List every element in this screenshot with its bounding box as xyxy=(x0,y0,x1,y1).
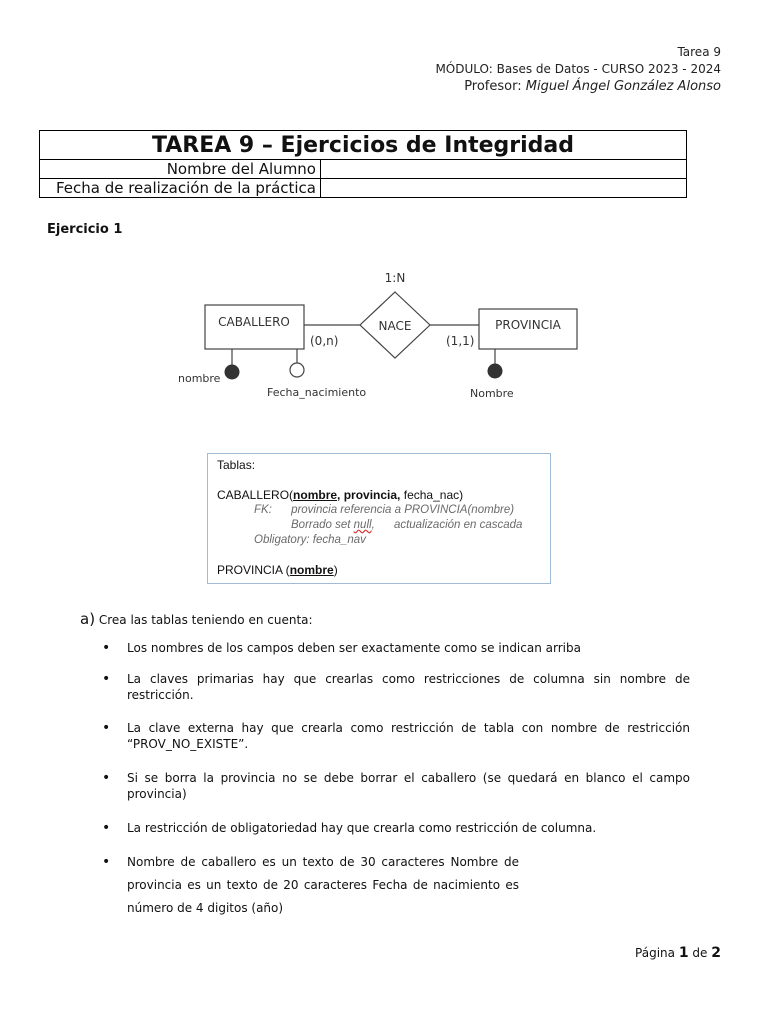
document-title: TAREA 9 – Ejercicios de Integridad xyxy=(40,131,687,160)
title-table xyxy=(39,130,687,198)
list-item xyxy=(100,720,690,752)
entity-caballero-label: CABALLERO xyxy=(218,315,290,329)
list-item xyxy=(100,770,690,802)
card-left: (0,n) xyxy=(310,334,339,348)
header-professor xyxy=(435,78,721,95)
bullet-icon: • xyxy=(102,671,111,687)
bullet-icon: • xyxy=(102,720,111,736)
delete-null: null xyxy=(353,519,372,531)
card-right: (1,1) xyxy=(446,334,475,348)
tables-box xyxy=(207,453,551,584)
header-module: MÓDULO: Bases de Datos - CURSO 2023 - 2024 xyxy=(435,62,721,76)
student-name-label: Nombre del Alumno xyxy=(40,160,321,179)
list-item xyxy=(100,671,690,703)
fk-text: provincia referencia a PROVINCIA(nombre) xyxy=(291,504,515,516)
caballero-rest: fecha_nac) xyxy=(400,488,464,502)
student-name-field[interactable] xyxy=(321,160,687,179)
caballero-fk: provincia, xyxy=(340,488,401,502)
question-a xyxy=(80,610,313,628)
attr-nombre-label: nombre xyxy=(178,372,221,385)
requirement-text: La clave externa hay que crearla como restricción de tabla con nombre de restricción “PROV_NO_EXISTE”. xyxy=(127,721,690,751)
question-text: Crea las tablas teniendo en cuenta: xyxy=(98,613,313,627)
attr-nombre-key-icon xyxy=(225,365,239,379)
list-item xyxy=(100,820,690,836)
obligatory-line: Obligatory: fecha_nav xyxy=(254,534,366,546)
list-item xyxy=(100,851,519,920)
attr-fecha-icon xyxy=(290,363,304,377)
requirement-text: Si se borra la provincia no se debe borrar el caballero (se quedará en blanco el campo provincia) xyxy=(127,771,690,801)
requirements-list xyxy=(100,640,690,920)
total-pages: 2 xyxy=(711,945,721,961)
date-label: Fecha de realización de la práctica xyxy=(40,179,321,198)
list-item xyxy=(100,640,690,656)
attr-provincia-nombre-key-icon xyxy=(488,364,502,378)
caballero-table-line xyxy=(217,488,463,502)
delete-comma: , xyxy=(371,519,375,531)
professor-label: Profesor: xyxy=(464,79,522,94)
bullet-icon: • xyxy=(102,820,111,836)
fk-line xyxy=(254,504,514,516)
relationship-cardinality: 1:N xyxy=(384,271,406,285)
relationship-nace-label: NACE xyxy=(378,319,412,333)
attr-provincia-nombre-label: Nombre xyxy=(470,387,514,400)
er-diagram xyxy=(170,262,590,407)
fk-label: FK: xyxy=(254,504,272,516)
provincia-name: PROVINCIA ( xyxy=(217,563,290,577)
exercise-title: Ejercicio 1 xyxy=(47,222,123,237)
header-task: Tarea 9 xyxy=(677,45,721,59)
entity-provincia-label: PROVINCIA xyxy=(495,318,561,332)
provincia-pk: nombre xyxy=(289,563,334,577)
bullet-icon: • xyxy=(102,640,111,656)
provincia-table-line xyxy=(217,563,338,577)
professor-name: Miguel Ángel González Alonso xyxy=(525,79,721,94)
page-label: Página xyxy=(635,946,676,960)
page-header xyxy=(435,44,721,95)
tables-heading: Tablas: xyxy=(217,458,256,472)
date-field[interactable] xyxy=(321,179,687,198)
requirement-text: Los nombres de los campos deben ser exactamente como se indican arriba xyxy=(127,641,581,655)
caballero-pk: nombre, xyxy=(293,488,341,502)
provincia-close: ) xyxy=(333,563,338,577)
bullet-icon: • xyxy=(102,854,111,870)
of-label: de xyxy=(692,946,708,960)
page-number: 1 xyxy=(678,945,689,961)
requirement-text: La restricción de obligatoriedad hay que crearla como restricción de columna. xyxy=(127,821,597,835)
requirement-text: Nombre de caballero es un texto de 30 caracteres Nombre de provincia es un texto de 20 caracteres Fecha de nacimiento es número de 4 digitos (año) xyxy=(127,855,519,915)
delete-line xyxy=(291,519,522,531)
requirement-text: La claves primarias hay que crearlas como restricciones de columna sin nombre de restricción. xyxy=(127,672,690,702)
question-letter: a) xyxy=(80,610,96,628)
update-text: actualización en cascada xyxy=(393,519,523,531)
bullet-icon: • xyxy=(102,770,111,786)
delete-text: Borrado set xyxy=(291,519,351,531)
caballero-name: CABALLERO( xyxy=(217,488,294,502)
page-footer xyxy=(635,945,721,961)
attr-fecha-label: Fecha_nacimiento xyxy=(267,386,367,399)
